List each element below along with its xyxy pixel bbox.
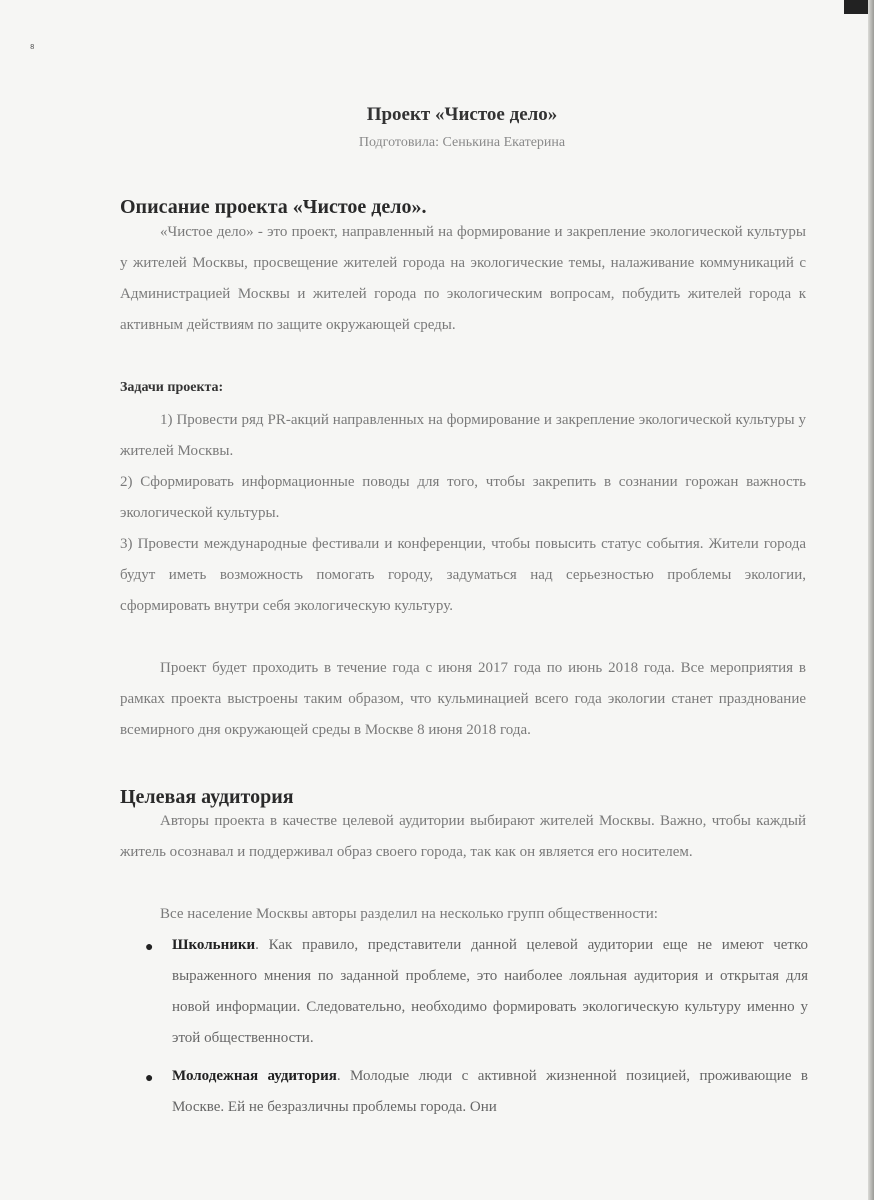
document-author: Подготовила: Сенькина Екатерина [358,135,566,150]
audience-groups-intro: Все население Москвы авторы разделил на несколько групп общественности: [160,906,658,922]
task-item-2: 2) Сформировать информационные поводы для того, чтобы закрепить в сознании горожан важность экологической культуры. [120,474,806,521]
group-description: . Молодые люди с активной жизненной позицией, проживающие в Москве. Ей не безразличны проблемы города. Они [172,1068,808,1115]
description-paragraph: «Чистое дело» - это проект, направленный на формирование и закрепление экологической культуры у жителей Москвы, просвещение жителей города на экологические темы, налаживание коммуникаций с Администрацией Москвы и жителей города по экологическим вопросам, побудить жителей города к активным действиям по защите окружающей среды. [120,224,806,333]
audience-intro: Авторы проекта в качестве целевой аудитории выбирают жителей Москвы. Важно, чтобы каждый житель осознавал и поддерживал образ своего города, так как он является его носителем. [120,813,806,860]
tasks-heading: Задачи проекта: [120,380,224,395]
bullet-icon: ● [145,940,154,955]
audience-heading: Целевая аудитория [120,786,294,808]
scan-edge-right [868,0,874,1200]
description-heading: Описание проекта «Чистое дело». [120,196,427,218]
group-name: Молодежная аудитория [172,1068,337,1084]
audience-group-youth [172,1061,808,1123]
group-name: Школьники [172,937,256,953]
group-description: . Как правило, представители данной целевой аудитории еще не имеют четко выраженного мнения по заданной проблеме, это наиболее лояльная аудитория и открытая для новой информации. Следовательно, необходимо формировать экологическую культуру именно у этой общественности. [172,937,808,1046]
corner-mark: 8 [30,43,36,51]
schedule-paragraph: Проект будет проходить в течение года с июня 2017 года по июнь 2018 года. Все мероприятия в рамках проекта выстроены таким образом, что кульминацией всего года экологии станет празднование всемирного дня окружающей среды в Москве 8 июня 2018 года. [120,660,806,738]
task-item-3: 3) Провести международные фестивали и конференции, чтобы повысить статус события. Жители города будут иметь возможность помогать городу, задуматься над серьезностью проблемы экологии, сформировать внутри себя экологическую культуру. [120,536,806,614]
bullet-icon: ● [145,1071,154,1086]
audience-group-schoolchildren [172,930,808,1054]
document-title: Проект «Чистое дело» [366,104,558,125]
task-item-1: 1) Провести ряд PR-акций направленных на формирование и закрепление экологической культуры у жителей Москвы. [120,412,806,459]
